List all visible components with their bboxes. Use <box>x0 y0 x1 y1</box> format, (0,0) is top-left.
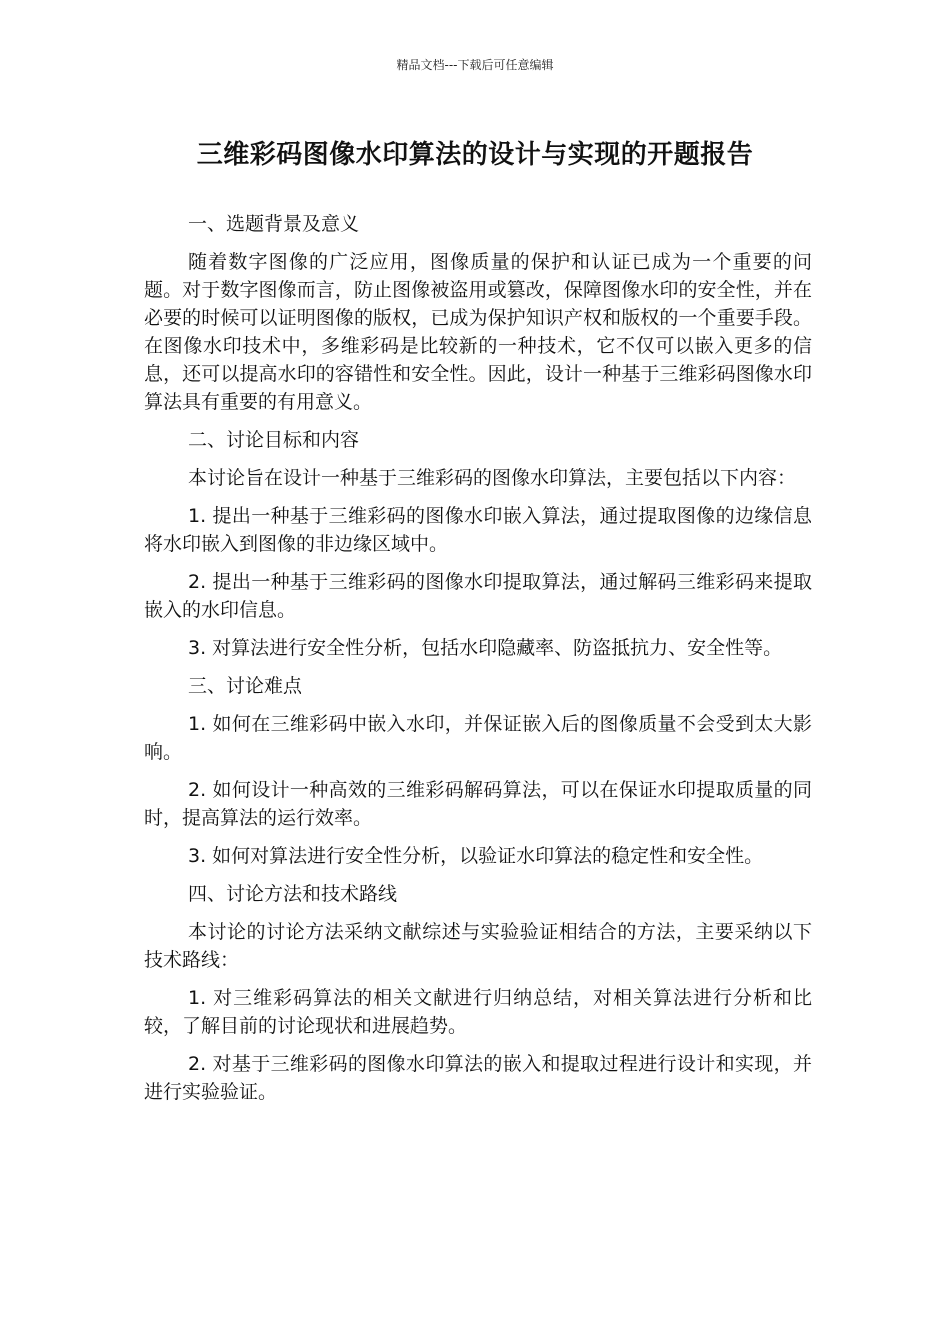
section-heading-difficulties: 三、讨论难点 <box>188 675 303 697</box>
goals-item-1: 1. 提出一种基于三维彩码的图像水印嵌入算法，通过提取图像的边缘信息将水印嵌入到图像的非边缘区域中。 <box>144 505 812 555</box>
methods-item-2: 2. 对基于三维彩码的图像水印算法的嵌入和提取过程进行设计和实现，并进行实验验证。 <box>144 1053 812 1103</box>
goals-intro-paragraph: 本讨论旨在设计一种基于三维彩码的图像水印算法，主要包括以下内容： <box>188 467 797 489</box>
section-heading-background: 一、选题背景及意义 <box>188 213 360 235</box>
difficulties-item-1: 1. 如何在三维彩码中嵌入水印，并保证嵌入后的图像质量不会受到太大影响。 <box>144 713 812 763</box>
section-heading-methods: 四、讨论方法和技术路线 <box>188 883 398 905</box>
methods-item-1: 1. 对三维彩码算法的相关文献进行归纳总结，对相关算法进行分析和比较，了解目前的讨论现状和进展趋势。 <box>144 987 812 1037</box>
section-heading-goals: 二、讨论目标和内容 <box>188 429 360 451</box>
goals-item-3: 3. 对算法进行安全性分析，包括水印隐藏率、防盗抵抗力、安全性等。 <box>188 637 783 659</box>
goals-item-2: 2. 提出一种基于三维彩码的图像水印提取算法，通过解码三维彩码来提取嵌入的水印信息。 <box>144 571 812 621</box>
difficulties-item-2: 2. 如何设计一种高效的三维彩码解码算法，可以在保证水印提取质量的同时，提高算法的运行效率。 <box>144 779 812 829</box>
methods-intro-paragraph: 本讨论的讨论方法采纳文献综述与实验验证相结合的方法，主要采纳以下技术路线： <box>144 921 812 971</box>
difficulties-item-3: 3. 如何对算法进行安全性分析，以验证水印算法的稳定性和安全性。 <box>188 845 764 867</box>
background-paragraph: 随着数字图像的广泛应用，图像质量的保护和认证已成为一个重要的问题。对于数字图像而言，防止图像被盗用或篡改，保障图像水印的安全性，并在必要的时候可以证明图像的版权，已成为保护知识产权和版权的一个重要手段。在图像水印技术中，多维彩码是比较新的一种技术，它不仅可以嵌入更多的信息，还可以提高水印的容错性和安全性。因此，设计一种基于三维彩码图像水印算法具有重要的有用意义。 <box>144 251 812 413</box>
page-header: 精品文档---下载后可任意编辑 <box>396 58 554 72</box>
document-body <box>144 210 812 1116</box>
document-title: 三维彩码图像水印算法的设计与实现的开题报告 <box>196 140 754 170</box>
